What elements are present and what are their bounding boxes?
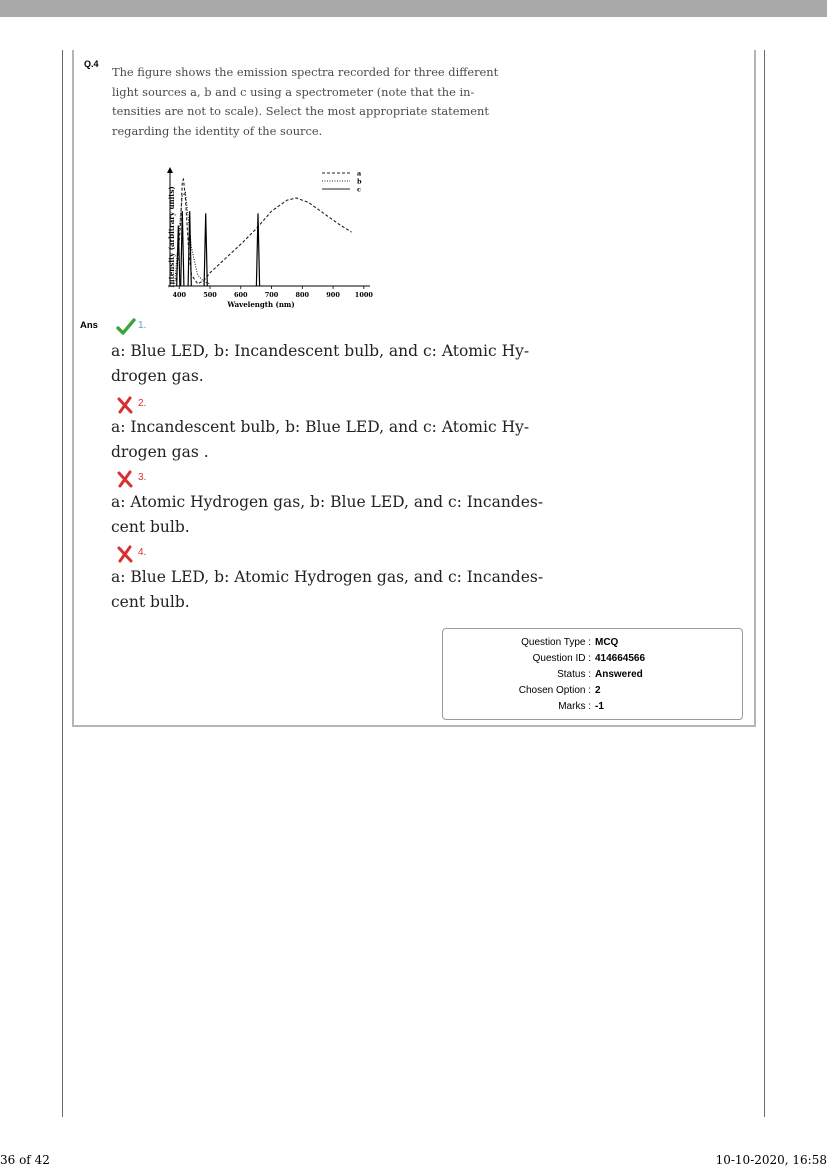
series-c-peak [204,213,207,286]
y-axis-label: Intensity (arbitrary units) [167,186,176,288]
y-axis-arrow-icon [167,167,173,173]
option-text [111,490,544,540]
correct-check-icon [116,318,136,341]
page-frame-right-border [764,50,765,1117]
status-key: Question Type : [521,637,591,648]
answer-label: Ans [80,320,98,331]
x-axis-label: Wavelength (nm) [227,300,295,309]
top-bar [0,0,827,17]
series-a-line [176,179,351,283]
status-row-status [443,669,742,685]
x-tick-label: 400 [172,291,187,299]
status-value: -1 [595,701,604,712]
option-text-line: drogen gas. [111,367,204,385]
option-text-line: a: Atomic Hydrogen gas, b: Blue LED, and c: Incandes- [111,493,544,511]
chart-legend [322,170,362,194]
option-number: 1. [138,320,147,331]
x-tick-label: 500 [203,291,217,299]
legend-label: b [357,177,362,186]
status-value: MCQ [595,637,619,648]
option-text-line: a: Incandescent bulb, b: Blue LED, and c: Atomic Hy- [111,418,530,436]
question-text-line: The figure shows the emission spectra recorded for three different [112,65,499,79]
status-key: Question ID : [532,653,591,664]
x-tick-label: 800 [295,291,310,299]
option-text-line: cent bulb. [111,518,190,536]
status-row-chosen-option [443,685,742,701]
x-tick-label: 700 [264,291,279,299]
legend-label: a [357,169,362,178]
status-row-question-type [443,637,742,653]
status-row-marks [443,701,742,717]
x-tick-label: 600 [233,291,248,299]
status-value: 414664566 [595,653,646,664]
option-number: 4. [138,547,147,558]
series-c-peak [256,213,259,286]
status-key: Chosen Option : [518,685,591,696]
option-number: 2. [138,398,147,409]
x-tick-label: 1000 [354,291,373,299]
option-text-line: cent bulb. [111,593,190,611]
option-text [111,565,544,615]
x-tick-label: 900 [326,291,340,299]
option-number: 3. [138,472,147,483]
status-value: 2 [595,685,601,696]
page-counter: 36 of 42 [0,1153,50,1167]
print-datetime: 10-10-2020, 16:58 [715,1153,827,1167]
series-c-peak [181,211,184,286]
question-text-line: light sources a, b and c using a spectrometer (note that the in- [112,84,475,99]
status-row-question-id [443,653,742,669]
option-text-line: drogen gas . [111,443,209,461]
status-panel [442,628,743,720]
status-value: Answered [595,669,643,680]
question-text-line: regarding the identity of the source. [112,123,323,138]
question-text-line: tensities are not to scale). Select the most appropriate statement [112,104,489,118]
status-key: Status : [557,669,591,680]
page-frame-left-border [62,50,63,1117]
chart-ticks [172,286,373,299]
question-number: Q.4 [84,59,99,69]
option-text-line: a: Blue LED, b: Atomic Hydrogen gas, and c: Incandes- [111,568,544,586]
option-text [111,415,531,465]
chart-axes [167,167,370,286]
status-key: Marks : [558,701,591,712]
emission-spectra-figure [160,160,545,310]
option-text [111,339,531,389]
legend-label: c [357,185,361,194]
question-text [112,63,522,141]
chart-series [175,179,352,286]
option-text-line: a: Blue LED, b: Incandescent bulb, and c: Atomic Hy- [111,342,530,360]
